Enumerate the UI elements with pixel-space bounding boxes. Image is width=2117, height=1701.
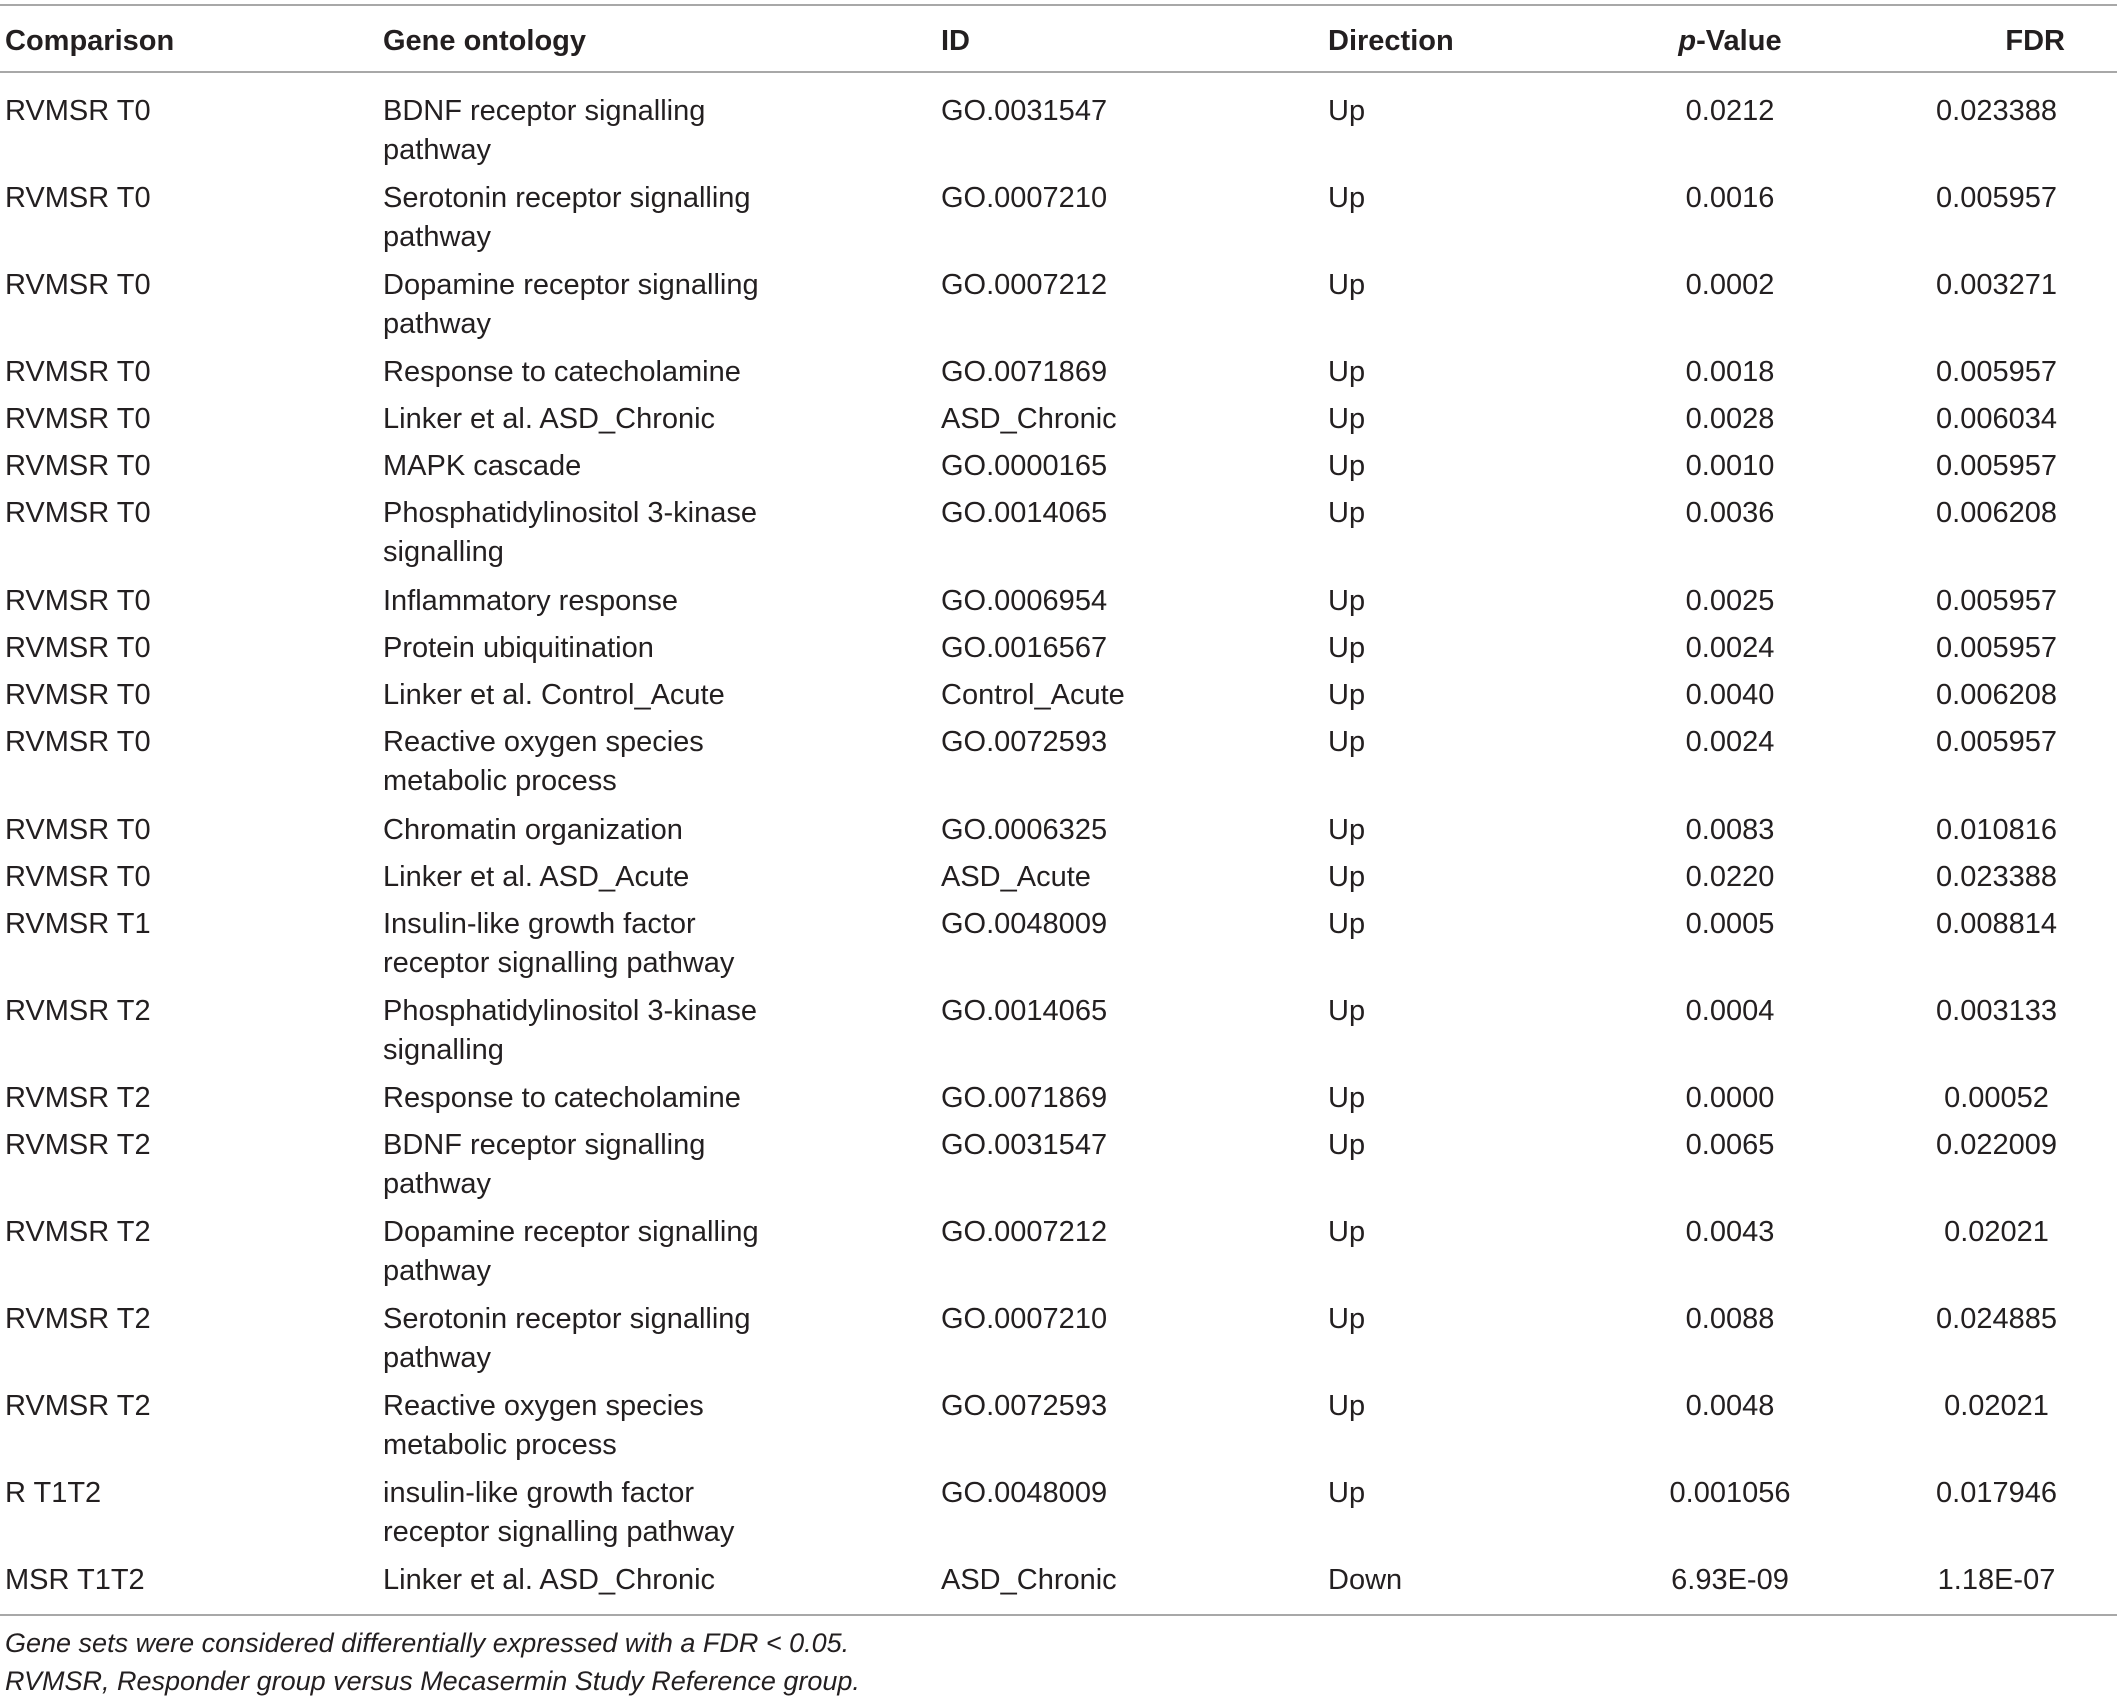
cell-comparison: R T1T2 (5, 1477, 102, 1509)
cell-comparison: RVMSR T0 (5, 861, 151, 893)
cell-p-value: 0.0048 (1685, 1390, 1775, 1422)
cell-direction: Up (1328, 726, 1366, 758)
cell-fdr: 0.005957 (1936, 632, 2057, 664)
cell-gene-ontology: Response to catecholamine (383, 356, 741, 388)
cell-gene-ontology: Reactive oxygen species metabolic process (383, 726, 704, 797)
cell-p-value: 0.0212 (1685, 95, 1775, 127)
cell-fdr: 0.003133 (1936, 995, 2057, 1027)
cell-p-value: 0.0002 (1685, 269, 1775, 301)
cell-p-value: 0.0036 (1685, 497, 1775, 529)
cell-gene-ontology: Dopamine receptor signalling pathway (383, 1216, 759, 1287)
cell-comparison: RVMSR T1 (5, 908, 151, 940)
cell-direction: Up (1328, 403, 1366, 435)
cell-fdr: 0.003271 (1936, 269, 2057, 301)
cell-fdr: 0.005957 (1936, 585, 2057, 617)
cell-comparison: RVMSR T0 (5, 450, 151, 482)
cell-fdr: 0.02021 (1944, 1390, 2049, 1422)
cell-direction: Up (1328, 182, 1366, 214)
cell-fdr: 0.005957 (1936, 356, 2057, 388)
cell-id: GO.0048009 (941, 1477, 1108, 1509)
cell-id: ASD_Chronic (941, 1564, 1117, 1596)
cell-comparison: RVMSR T0 (5, 269, 151, 301)
cell-fdr: 0.010816 (1936, 814, 2057, 846)
cell-id: GO.0014065 (941, 995, 1108, 1027)
cell-comparison: RVMSR T0 (5, 403, 151, 435)
cell-direction: Up (1328, 814, 1366, 846)
cell-p-value: 0.0025 (1685, 585, 1775, 617)
cell-fdr: 1.18E-07 (1937, 1564, 2056, 1596)
cell-fdr: 0.008814 (1936, 908, 2057, 940)
cell-id: GO.0048009 (941, 908, 1108, 940)
cell-fdr: 0.005957 (1936, 450, 2057, 482)
cell-fdr: 0.022009 (1936, 1129, 2057, 1161)
cell-p-value: 6.93E-09 (1671, 1564, 1789, 1596)
cell-id: GO.0006325 (941, 814, 1108, 846)
cell-gene-ontology: Protein ubiquitination (383, 632, 654, 664)
cell-comparison: RVMSR T0 (5, 585, 151, 617)
cell-direction: Up (1328, 679, 1366, 711)
cell-gene-ontology: Dopamine receptor signalling pathway (383, 269, 759, 340)
cell-comparison: RVMSR T2 (5, 1216, 151, 1248)
cell-comparison: RVMSR T2 (5, 1303, 151, 1335)
header-id: ID (941, 25, 970, 57)
cell-direction: Up (1328, 1477, 1366, 1509)
cell-direction: Up (1328, 450, 1366, 482)
header-direction: Direction (1328, 25, 1454, 57)
cell-fdr: 0.02021 (1944, 1216, 2049, 1248)
cell-gene-ontology: Inflammatory response (383, 585, 678, 617)
cell-id: GO.0016567 (941, 632, 1108, 664)
cell-id: GO.0007212 (941, 1216, 1108, 1248)
cell-fdr: 0.005957 (1936, 726, 2057, 758)
cell-gene-ontology: Reactive oxygen species metabolic process (383, 1390, 704, 1461)
cell-id: GO.0007210 (941, 182, 1108, 214)
cell-direction: Up (1328, 356, 1366, 388)
cell-id: Control_Acute (941, 679, 1125, 711)
cell-id: GO.0031547 (941, 95, 1108, 127)
cell-p-value: 0.0005 (1685, 908, 1775, 940)
cell-fdr: 0.006208 (1936, 497, 2057, 529)
cell-gene-ontology: Linker et al. ASD_Chronic (383, 403, 716, 435)
cell-gene-ontology: Phosphatidylinositol 3-kinase signalling (383, 497, 757, 568)
cell-p-value: 0.0000 (1685, 1082, 1775, 1114)
cell-p-value: 0.0004 (1685, 995, 1775, 1027)
cell-direction: Up (1328, 95, 1366, 127)
cell-gene-ontology: Chromatin organization (383, 814, 683, 846)
cell-direction: Up (1328, 1303, 1366, 1335)
cell-id: GO.0072593 (941, 726, 1108, 758)
cell-p-value: 0.0010 (1685, 450, 1775, 482)
cell-p-value: 0.0028 (1685, 403, 1775, 435)
cell-gene-ontology: BDNF receptor signalling pathway (383, 95, 706, 166)
cell-gene-ontology: Linker et al. Control_Acute (383, 679, 725, 711)
cell-id: GO.0007210 (941, 1303, 1108, 1335)
cell-gene-ontology: Linker et al. ASD_Chronic (383, 1564, 716, 1596)
cell-fdr: 0.023388 (1936, 95, 2057, 127)
footnote-fdr: Gene sets were considered differentially expressed with a FDR < 0.05. (5, 1628, 850, 1658)
cell-direction: Up (1328, 1082, 1366, 1114)
cell-gene-ontology: Serotonin receptor signalling pathway (383, 182, 751, 253)
cell-comparison: RVMSR T2 (5, 1082, 151, 1114)
header-fdr: FDR (2005, 25, 2065, 57)
cell-comparison: RVMSR T2 (5, 995, 151, 1027)
cell-p-value: 0.0088 (1685, 1303, 1775, 1335)
cell-direction: Up (1328, 269, 1366, 301)
cell-comparison: RVMSR T0 (5, 814, 151, 846)
cell-p-value: 0.0220 (1685, 861, 1775, 893)
cell-id: GO.0006954 (941, 585, 1108, 617)
cell-comparison: RVMSR T0 (5, 182, 151, 214)
cell-gene-ontology: BDNF receptor signalling pathway (383, 1129, 706, 1200)
table-top-rule (0, 4, 2117, 6)
cell-id: GO.0071869 (941, 356, 1108, 388)
cell-comparison: RVMSR T2 (5, 1390, 151, 1422)
header-comparison: Comparison (5, 25, 175, 57)
cell-gene-ontology: Response to catecholamine (383, 1082, 741, 1114)
cell-direction: Up (1328, 585, 1366, 617)
cell-comparison: RVMSR T0 (5, 679, 151, 711)
header-p-value (1580, 22, 1880, 61)
footnote-abbreviation: RVMSR, Responder group versus Mecasermin Study Reference group. (5, 1666, 860, 1696)
header-rule (0, 71, 2117, 73)
cell-gene-ontology: insulin-like growth factor receptor signalling pathway (383, 1477, 735, 1548)
header-p-rest: -Value (1696, 25, 1782, 57)
cell-fdr: 0.023388 (1936, 861, 2057, 893)
cell-comparison: RVMSR T0 (5, 356, 151, 388)
cell-p-value: 0.0024 (1685, 726, 1775, 758)
cell-p-value: 0.0083 (1685, 814, 1775, 846)
cell-comparison: RVMSR T0 (5, 632, 151, 664)
cell-id: GO.0000165 (941, 450, 1108, 482)
cell-p-value: 0.0043 (1685, 1216, 1775, 1248)
cell-gene-ontology: MAPK cascade (383, 450, 582, 482)
cell-id: ASD_Acute (941, 861, 1091, 893)
cell-p-value: 0.0065 (1685, 1129, 1775, 1161)
cell-id: GO.0007212 (941, 269, 1108, 301)
cell-fdr: 0.024885 (1936, 1303, 2057, 1335)
cell-id: GO.0072593 (941, 1390, 1108, 1422)
cell-direction: Up (1328, 1390, 1366, 1422)
header-p-italic: p (1678, 25, 1697, 57)
cell-fdr: 0.017946 (1936, 1477, 2057, 1509)
cell-p-value: 0.0024 (1685, 632, 1775, 664)
cell-p-value: 0.0016 (1685, 182, 1775, 214)
cell-fdr: 0.005957 (1936, 182, 2057, 214)
cell-gene-ontology: Linker et al. ASD_Acute (383, 861, 690, 893)
cell-id: GO.0071869 (941, 1082, 1108, 1114)
cell-gene-ontology: Insulin-like growth factor receptor signalling pathway (383, 908, 735, 979)
cell-comparison: RVMSR T2 (5, 1129, 151, 1161)
cell-direction: Down (1328, 1564, 1403, 1596)
cell-comparison: MSR T1T2 (5, 1564, 145, 1596)
cell-p-value: 0.0018 (1685, 356, 1775, 388)
cell-direction: Up (1328, 632, 1366, 664)
cell-fdr: 0.006208 (1936, 679, 2057, 711)
cell-direction: Up (1328, 1129, 1366, 1161)
cell-gene-ontology: Serotonin receptor signalling pathway (383, 1303, 751, 1374)
cell-p-value: 0.001056 (1669, 1477, 1791, 1509)
cell-p-value: 0.0040 (1685, 679, 1775, 711)
cell-fdr: 0.00052 (1944, 1082, 2049, 1114)
cell-comparison: RVMSR T0 (5, 726, 151, 758)
cell-id: ASD_Chronic (941, 403, 1117, 435)
cell-direction: Up (1328, 995, 1366, 1027)
cell-direction: Up (1328, 1216, 1366, 1248)
table-bottom-rule (0, 1614, 2117, 1616)
cell-comparison: RVMSR T0 (5, 95, 151, 127)
cell-direction: Up (1328, 497, 1366, 529)
cell-id: GO.0031547 (941, 1129, 1108, 1161)
cell-direction: Up (1328, 908, 1366, 940)
cell-direction: Up (1328, 861, 1366, 893)
cell-id: GO.0014065 (941, 497, 1108, 529)
header-gene-ontology: Gene ontology (383, 25, 586, 57)
cell-fdr: 0.006034 (1936, 403, 2057, 435)
cell-gene-ontology: Phosphatidylinositol 3-kinase signalling (383, 995, 757, 1066)
cell-comparison: RVMSR T0 (5, 497, 151, 529)
